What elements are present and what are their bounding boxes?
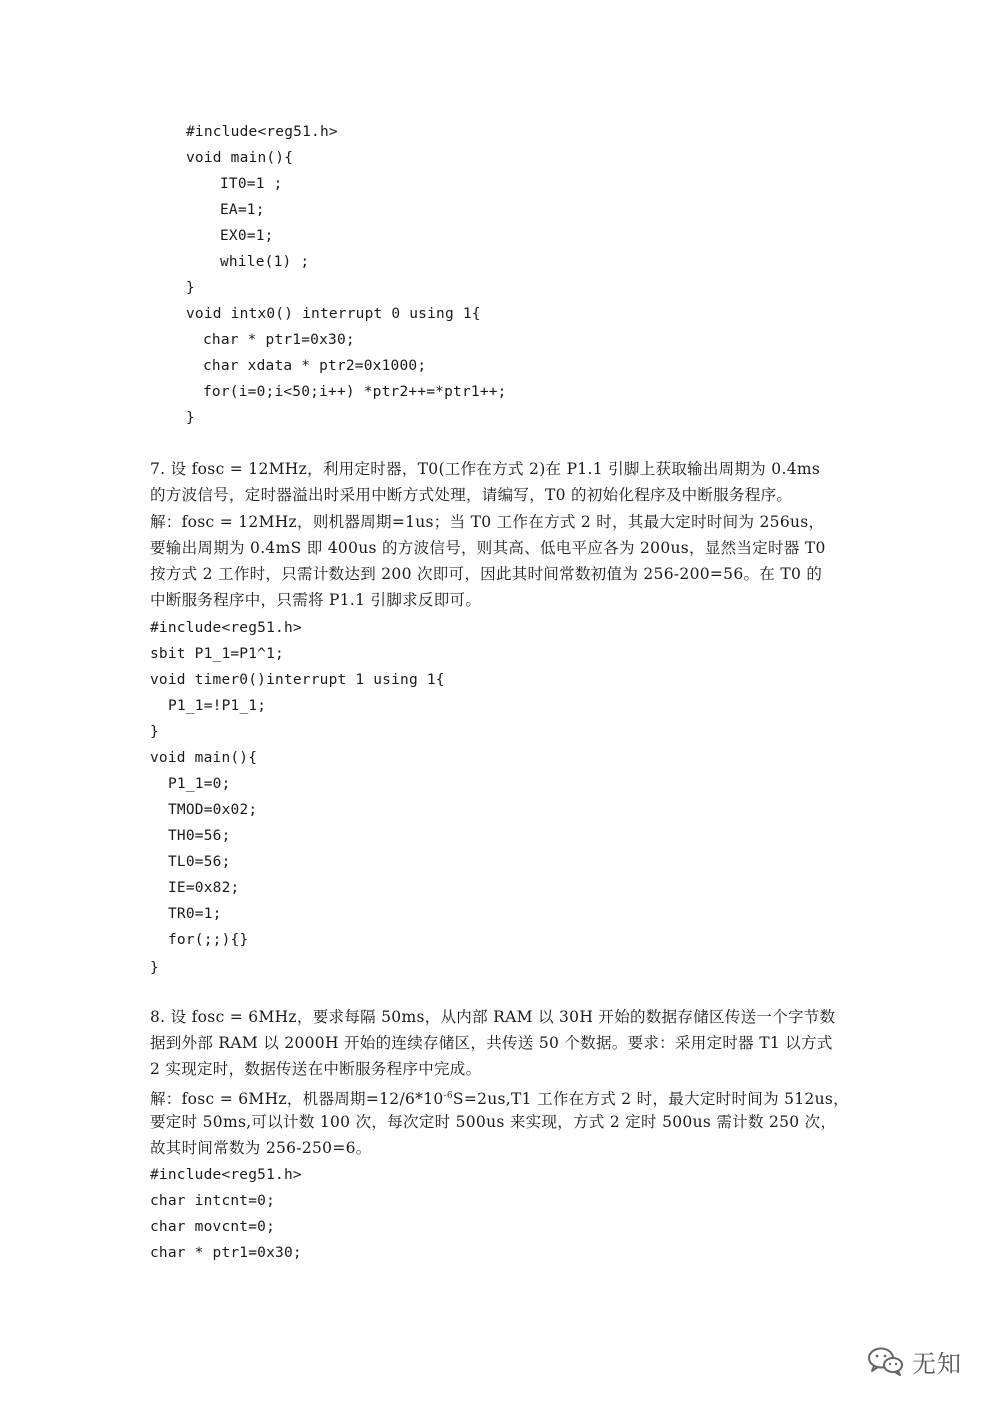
wechat-icon (866, 1346, 906, 1376)
code-line: } (150, 960, 159, 976)
code-line: EX0=1; (220, 228, 274, 244)
answer-text: 要定时 50ms,可以计数 100 次，每次定时 500us 来实现，方式 2 定时 500us 需计数 250 次， (150, 1113, 837, 1131)
code-line: char movcnt=0; (150, 1219, 276, 1235)
answer-text (150, 1085, 849, 1110)
answer-text-part: 解：fosc = 6MHz，机器周期=12/6*10 (150, 1090, 444, 1109)
exponent: -6 (443, 1091, 453, 1101)
code-line: P1_1=!P1_1; (168, 698, 267, 714)
code-line: #include<reg51.h> (150, 1167, 302, 1183)
code-line: for(;;){} (168, 932, 249, 948)
question-text: 的方波信号，定时器溢出时采用中断方式处理，请编写，T0 的初始化程序及中断服务程序。 (150, 486, 793, 504)
code-line: TH0=56; (168, 828, 231, 844)
code-line: TR0=1; (168, 906, 222, 922)
answer-text: 要输出周期为 0.4mS 即 400us 的方波信号，则其高、低电平应各为 200us，显然当定时器 T0 (150, 539, 826, 557)
code-line: void main(){ (150, 750, 258, 766)
answer-text-part: S=2us,T1 工作在方式 2 时，最大定时时间为 512us， (452, 1090, 849, 1109)
watermark (866, 1344, 962, 1378)
code-line: char * ptr1=0x30; (203, 332, 355, 348)
code-line: TMOD=0x02; (168, 802, 258, 818)
watermark-text: 无知 (912, 1349, 962, 1378)
code-line: void intx0() interrupt 0 using 1{ (186, 306, 481, 322)
code-line: } (186, 280, 195, 296)
code-line: } (186, 410, 195, 426)
question-text: 8. 设 fosc = 6MHz，要求每隔 50ms，从内部 RAM 以 30H 开始的数据存储区传送一个字节数 (150, 1008, 836, 1026)
answer-text: 按方式 2 工作时，只需计数达到 200 次即可，因此其时间常数初值为 256-200=56。在 T0 的 (150, 565, 823, 583)
code-line: void timer0()interrupt 1 using 1{ (150, 672, 445, 688)
code-line: } (150, 724, 159, 740)
answer-text: 中断服务程序中，只需将 P1.1 引脚求反即可。 (150, 591, 482, 609)
answer-text: 故其时间常数为 256-250=6。 (150, 1139, 372, 1157)
code-line: TL0=56; (168, 854, 231, 870)
code-line: sbit P1_1=P1^1; (150, 646, 284, 662)
code-line: IT0=1 ; (220, 176, 283, 192)
code-line: for(i=0;i<50;i++) *ptr2++=*ptr1++; (203, 384, 507, 400)
code-line: char * ptr1=0x30; (150, 1245, 302, 1261)
code-line: IE=0x82; (168, 880, 240, 896)
code-line: char xdata * ptr2=0x1000; (203, 358, 427, 374)
code-line: #include<reg51.h> (150, 620, 302, 636)
code-line: void main(){ (186, 150, 294, 166)
answer-text: 解：fosc = 12MHz，则机器周期=1us；当 T0 工作在方式 2 时，其最大定时时间为 256us， (150, 513, 825, 531)
question-text: 2 实现定时，数据传送在中断服务程序中完成。 (150, 1060, 482, 1078)
code-line: char intcnt=0; (150, 1193, 276, 1209)
code-line: EA=1; (220, 202, 265, 218)
code-line: P1_1=0; (168, 776, 231, 792)
question-text: 据到外部 RAM 以 2000H 开始的连续存储区，共传送 50 个数据。要求：采用定时器 T1 以方式 (150, 1034, 833, 1052)
question-text: 7. 设 fosc = 12MHz，利用定时器，T0(工作在方式 2)在 P1.1 引脚上获取输出周期为 0.4ms (150, 460, 821, 478)
code-line: #include<reg51.h> (186, 124, 338, 140)
code-line: while(1) ; (220, 254, 310, 270)
